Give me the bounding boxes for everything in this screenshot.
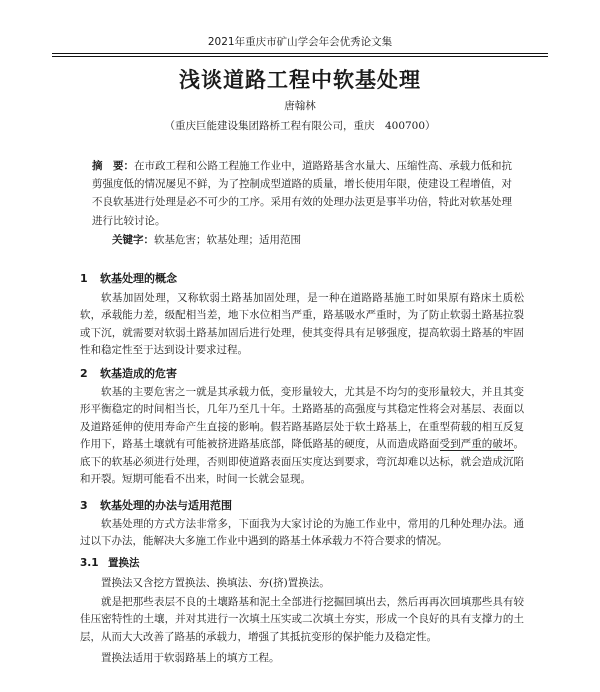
header-rule [52, 53, 548, 54]
section-heading-1 [80, 270, 177, 286]
keywords-label: 关键字： [112, 234, 154, 246]
subsection-trailing: 置换法适用于软弱路基上的填方工程。 [101, 652, 280, 664]
abstract [92, 157, 512, 230]
section-2-underlined-text: 受到严重的破坏 [439, 438, 514, 451]
section-2-paragraph [80, 384, 524, 488]
subsection-lead: 置换法又含挖方置换法、换填法、夯(挤)置换法。 [101, 577, 330, 589]
section-title: 软基处理的办法与适用范围 [100, 499, 232, 512]
subsection-title: 置换法 [108, 557, 140, 569]
keywords [112, 232, 532, 247]
section-title: 软基造成的危害 [100, 367, 177, 380]
abstract-text: 在市政工程和公路工程施工作业中，道路路基含水量大、压缩性高、承载力低和抗剪强度低的情况屡见不鲜，为了控制成型道路的质量，增长使用年限，使建设工程增值，对不良软基进行处理是必不可少的工序。采用有效的处理办法更是事半功倍，特此对软基处理进行比较讨论。 [92, 160, 512, 227]
section-number: 2 [80, 367, 88, 380]
subsection-paragraph: 就是把那些表层不良的土壤路基和泥土全部进行挖掘回填出去，然后再再次回填那些具有较佳压密特性的土壤，并对其进行一次填土压实或二次填土夯实，形成一个良好的具有支撑力的土层，从而大大改善了路基的承载力，增强了其抵抗变形的保护能力及稳定性。 [80, 596, 524, 643]
section-2-text-a: 软基的主要危害之一就是其承载力低，变形量较大，尤其是不均匀的变形量较大，并且其变形平衡稳定的时间相当长，几年乃至几十年。土路路基的高强度与其稳定性将会对基层、表面以及道路延伸的使用寿命产生直接的影响。假若路基路层处于软土路基上，在重型荷载的相互反复作用下，路基土壤就有可能被挤进路基底部，降低路基的硬度，从而造成路面 [80, 386, 524, 451]
section-heading-3 [80, 497, 232, 513]
paper-title: 浅谈道路工程中软基处理 [179, 68, 421, 92]
section-number: 1 [80, 272, 88, 285]
section-1-paragraph: 软基加固处理，又称软弱土路基加固处理，是一种在道路路基施工时如果原有路床土质松软，承载能力差，级配相当差，地下水位相当严重，路基吸水严重时，为了防止软弱土路基拉裂或下沉，就需要对软弱土路基加固后进行处理，使其变得具有足够强度，提高软弱土路基的牢固性和稳定性至于达到设计要求过程。 [80, 292, 524, 357]
section-number: 3 [80, 499, 88, 512]
section-3-paragraph: 软基处理的方式方法非常多，下面我为大家讨论的为施工作业中，常用的几种处理办法。通过以下办法，能解决大多施工作业中遇到的路基土体承载力不符合要求的情况。 [80, 518, 524, 548]
section-title: 软基处理的概念 [100, 272, 177, 285]
header-rule-thin [52, 56, 548, 57]
subsection-heading-3-1 [80, 555, 140, 570]
subsection-number: 3.1 [80, 557, 99, 569]
abstract-label: 摘 要： [92, 160, 134, 172]
section-2-text-b: 。底下的软基必须进行处理，否则即使道路表面压实度达到要求，弯沉却难以达标，就会造成沉陷和开裂。短期可能看不出来，时间一长就会显现。 [80, 438, 525, 486]
author-name: 唐翰林 [284, 100, 316, 112]
author-affiliation: （重庆巨能建设集团路桥工程有限公司，重庆 400700） [164, 120, 436, 132]
section-heading-2 [80, 365, 177, 381]
keywords-text: 软基危害；软基处理；适用范围 [154, 234, 301, 246]
running-header: 2021年重庆市矿山学会年会优秀论文集 [207, 36, 393, 48]
